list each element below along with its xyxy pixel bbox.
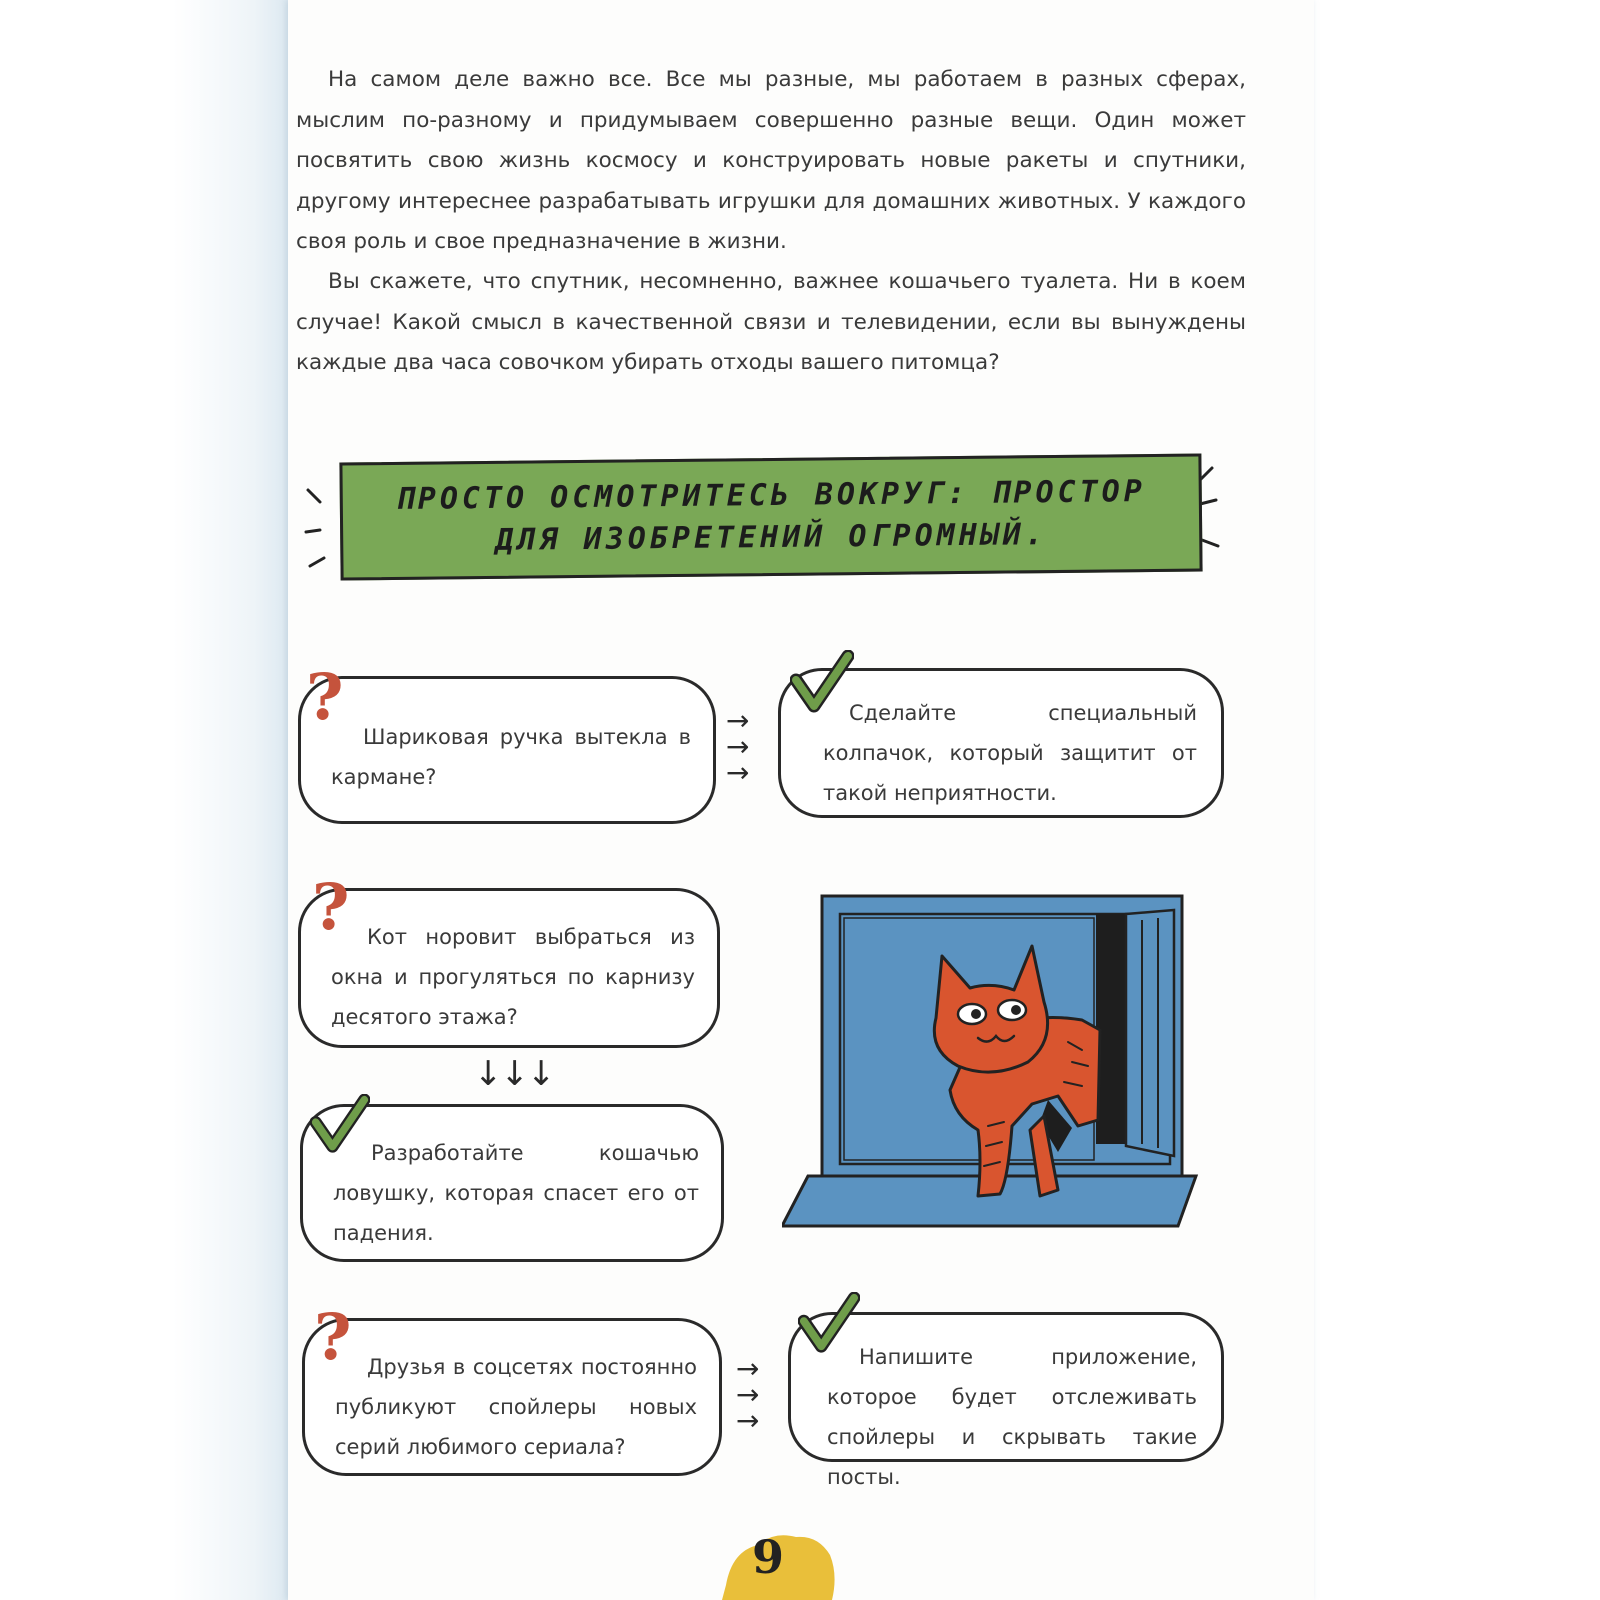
problem-bubble-1 (298, 676, 716, 824)
arrow-down-icon: ↓↓↓ (474, 1054, 554, 1094)
question-mark-icon: ? (306, 660, 344, 735)
arrow-right-icon: → (736, 1404, 760, 1437)
paragraph-1: На самом деле важно все. Все мы разные, мы работаем в разных сферах, мыслим по-разному и придумываем совершенно разные вещи. Один может посвятить свою жизнь космосу и конструировать новые ракеты и спутники, другому интереснее разрабатывать игрушки для домашних животных. У каждого своя роль и свое предназначение в жизни. (296, 67, 1246, 254)
page-edge (0, 0, 288, 1600)
arrow-right-icon: → (736, 1378, 760, 1411)
highlight-banner (339, 453, 1202, 580)
checkmark-icon (798, 1292, 860, 1356)
arrow-right-icon: → (726, 756, 750, 789)
paragraph-2: Вы скажете, что спутник, несомненно, важнее кошачьего туалета. Ни в коем случае! Какой смысл в качественной связи и телевидении, если вы вынуждены каждые два часа совочком убирать отходы вашего питомца? (296, 269, 1246, 375)
arrow-right-group-3 (736, 1352, 760, 1437)
question-mark-icon: ? (312, 870, 350, 945)
problem-text-3: Друзья в соцсетях постоянно публикуют спойлеры новых серий любимого сериала? (335, 1355, 697, 1459)
problem-text-2: Кот норовит выбраться из окна и прогуляться по карнизу десятого этажа? (331, 925, 695, 1029)
question-mark-icon: ? (314, 1300, 352, 1375)
cat-in-window-illustration (782, 890, 1202, 1230)
arrow-right-icon: → (736, 1352, 760, 1385)
banner-line-1: ПРОСТО ОСМОТРИТЕСЬ ВОКРУГ: ПРОСТОР (395, 474, 1146, 517)
book-page (288, 0, 1314, 1600)
page-number: 9 (751, 1530, 784, 1584)
checkmark-icon (790, 650, 854, 716)
problem-text-1: Шариковая ручка вытекла в кармане? (331, 725, 691, 789)
solution-text-1: Сделайте специальный колпачок, который защитит от такой неприятности. (823, 701, 1197, 805)
arrow-right-group-1 (726, 704, 750, 789)
problem-bubble-2 (298, 888, 720, 1048)
solution-text-3: Напишите приложение, которое будет отслеживать спойлеры и скрывать такие посты. (827, 1345, 1197, 1489)
arrow-right-icon: → (726, 730, 750, 763)
checkmark-icon (310, 1094, 370, 1156)
arrow-right-icon: → (726, 704, 750, 737)
solution-text-2: Разработайте кошачью ловушку, которая спасет его от падения. (333, 1141, 699, 1245)
banner-line-2: ДЛЯ ИЗОБРЕТЕНИЙ ОГРОМНЫЙ. (495, 517, 1048, 558)
problem-bubble-3 (302, 1318, 722, 1476)
